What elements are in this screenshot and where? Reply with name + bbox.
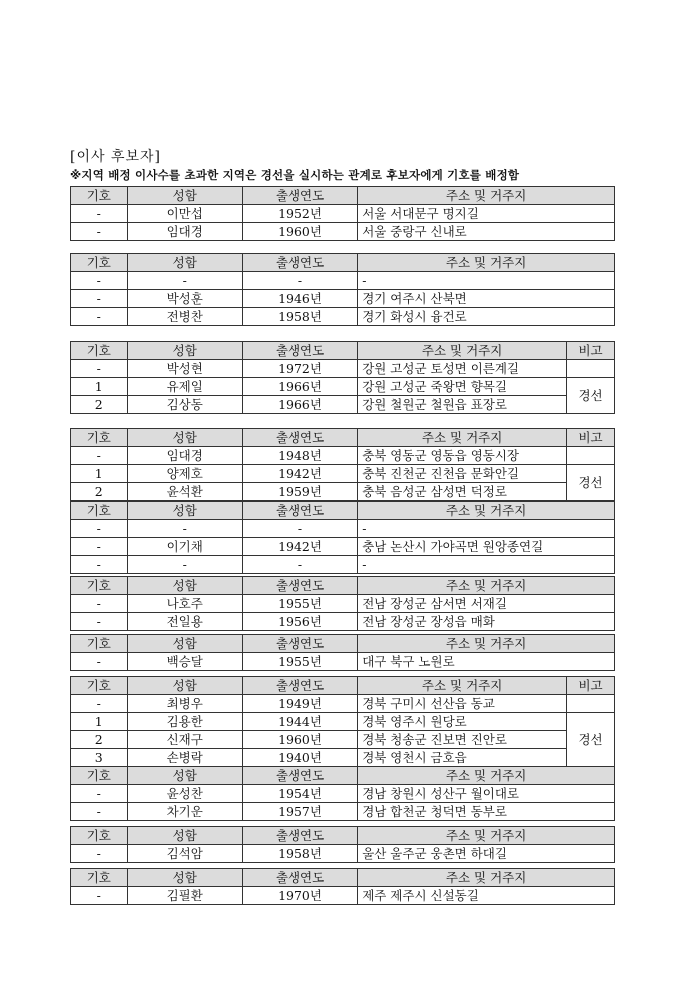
- header-name: 성함: [127, 577, 242, 595]
- header-remark: 비고: [567, 429, 615, 447]
- candidate-birth-year: 1942년: [242, 538, 357, 556]
- candidate-no: -: [71, 290, 128, 308]
- header-row: [71, 635, 615, 653]
- table-row: [71, 556, 615, 574]
- header-no: 기호: [71, 187, 128, 205]
- header-address: 주소 및 거주지: [358, 429, 567, 447]
- candidate-name: 박성현: [127, 360, 242, 378]
- candidate-no: -: [71, 887, 128, 905]
- candidate-no: -: [71, 205, 128, 223]
- candidate-birth-year: 1972년: [242, 360, 357, 378]
- candidate-birth-year: 1958년: [242, 845, 357, 863]
- header-address: 주소 및 거주지: [358, 767, 615, 785]
- candidate-address: 충남 논산시 가야곡면 원앙종연길: [358, 538, 615, 556]
- candidate-name: 임대경: [127, 447, 242, 465]
- table-row: [71, 272, 615, 290]
- candidate-no: 1: [71, 378, 128, 396]
- candidate-name: 손병락: [127, 749, 242, 767]
- candidate-address: 경남 창원시 성산구 월이대로: [358, 785, 615, 803]
- header-year: 출생연도: [242, 767, 357, 785]
- candidate-birth-year: 1970년: [242, 887, 357, 905]
- table-row: [71, 465, 615, 483]
- candidate-address: 경북 청송군 진보면 진안로: [358, 731, 567, 749]
- remark-contest: 경선: [567, 378, 615, 414]
- candidate-address: 경북 영천시 금호읍: [358, 749, 567, 767]
- header-row: [71, 869, 615, 887]
- header-row: [71, 827, 615, 845]
- header-row: [71, 187, 615, 205]
- candidate-name: 김상동: [127, 396, 242, 414]
- candidate-birth-year: 1952년: [242, 205, 357, 223]
- candidate-address: 경기 화성시 융건로: [358, 308, 615, 326]
- table-row: [71, 308, 615, 326]
- candidate-table: [70, 186, 615, 241]
- table-row: [71, 731, 615, 749]
- candidate-table: [70, 341, 615, 414]
- candidate-no: -: [71, 272, 128, 290]
- table-row: [71, 520, 615, 538]
- candidate-address: 강원 철원군 철원읍 표장로: [358, 396, 567, 414]
- candidate-address: 서울 중랑구 신내로: [358, 223, 615, 241]
- candidate-table: [70, 501, 615, 574]
- remark-cell: [567, 360, 615, 378]
- candidate-table: [70, 576, 615, 631]
- candidate-birth-year: 1946년: [242, 290, 357, 308]
- candidate-address: -: [358, 520, 615, 538]
- candidate-no: -: [71, 595, 128, 613]
- remark-contest: 경선: [567, 713, 615, 767]
- candidate-name: 전병찬: [127, 308, 242, 326]
- candidate-name: 신재구: [127, 731, 242, 749]
- candidate-no: -: [71, 803, 128, 821]
- candidate-name: 양제호: [127, 465, 242, 483]
- candidate-address: 제주 제주시 신설동길: [358, 887, 615, 905]
- candidate-name: 김석암: [127, 845, 242, 863]
- header-name: 성함: [127, 187, 242, 205]
- table-row: [71, 360, 615, 378]
- candidate-no: -: [71, 447, 128, 465]
- candidate-no: 3: [71, 749, 128, 767]
- candidate-table: [70, 826, 615, 863]
- table-row: [71, 785, 615, 803]
- header-name: 성함: [127, 677, 242, 695]
- candidate-table: [70, 766, 615, 821]
- candidate-no: 2: [71, 396, 128, 414]
- candidate-birth-year: 1955년: [242, 595, 357, 613]
- header-year: 출생연도: [242, 502, 357, 520]
- table-row: [71, 887, 615, 905]
- header-name: 성함: [127, 827, 242, 845]
- candidate-birth-year: 1957년: [242, 803, 357, 821]
- candidate-name: 임대경: [127, 223, 242, 241]
- header-no: 기호: [71, 827, 128, 845]
- candidate-name: 나호주: [127, 595, 242, 613]
- header-no: 기호: [71, 254, 128, 272]
- header-name: 성함: [127, 635, 242, 653]
- header-no: 기호: [71, 429, 128, 447]
- table-row: [71, 653, 615, 671]
- header-year: 출생연도: [242, 187, 357, 205]
- candidate-birth-year: 1960년: [242, 731, 357, 749]
- table-row: [71, 595, 615, 613]
- candidate-birth-year: 1959년: [242, 483, 357, 501]
- header-year: 출생연도: [242, 635, 357, 653]
- table-row: [71, 290, 615, 308]
- candidate-no: -: [71, 695, 128, 713]
- header-year: 출생연도: [242, 577, 357, 595]
- table-row: [71, 205, 615, 223]
- candidate-name: 이만섭: [127, 205, 242, 223]
- candidate-no: -: [71, 613, 128, 631]
- header-no: 기호: [71, 577, 128, 595]
- candidate-no: -: [71, 845, 128, 863]
- header-year: 출생연도: [242, 254, 357, 272]
- header-address: 주소 및 거주지: [358, 869, 615, 887]
- candidate-address: 경북 영주시 원당로: [358, 713, 567, 731]
- header-address: 주소 및 거주지: [358, 342, 567, 360]
- candidate-birth-year: 1956년: [242, 613, 357, 631]
- header-no: 기호: [71, 677, 128, 695]
- candidate-name: 윤석환: [127, 483, 242, 501]
- candidate-address: 경북 구미시 선산읍 동교: [358, 695, 567, 713]
- candidate-table: [70, 676, 615, 767]
- header-row: [71, 342, 615, 360]
- header-no: 기호: [71, 635, 128, 653]
- candidate-birth-year: 1954년: [242, 785, 357, 803]
- candidate-address: 강원 고성군 죽왕면 향목길: [358, 378, 567, 396]
- candidate-address: 전남 장성군 삼서면 서재길: [358, 595, 615, 613]
- candidate-address: -: [358, 272, 615, 290]
- candidate-table: [70, 253, 615, 326]
- candidate-name: 차기운: [127, 803, 242, 821]
- candidate-name: 김필환: [127, 887, 242, 905]
- header-row: [71, 677, 615, 695]
- header-name: 성함: [127, 429, 242, 447]
- candidate-name: -: [127, 556, 242, 574]
- candidate-no: 2: [71, 731, 128, 749]
- remark-cell: [567, 447, 615, 465]
- candidate-address: 경기 여주시 산북면: [358, 290, 615, 308]
- header-year: 출생연도: [242, 677, 357, 695]
- header-row: [71, 767, 615, 785]
- header-year: 출생연도: [242, 429, 357, 447]
- candidate-name: 전일용: [127, 613, 242, 631]
- candidate-no: -: [71, 556, 128, 574]
- candidate-no: -: [71, 360, 128, 378]
- candidate-name: 이기채: [127, 538, 242, 556]
- candidate-no: 1: [71, 465, 128, 483]
- candidate-no: -: [71, 520, 128, 538]
- header-year: 출생연도: [242, 869, 357, 887]
- candidate-name: 유제일: [127, 378, 242, 396]
- candidate-birth-year: -: [242, 556, 357, 574]
- candidate-name: -: [127, 520, 242, 538]
- candidate-address: 충북 진천군 진천읍 문화안길: [358, 465, 567, 483]
- table-row: [71, 613, 615, 631]
- header-no: 기호: [71, 502, 128, 520]
- table-row: [71, 803, 615, 821]
- table-row: [71, 695, 615, 713]
- header-name: 성함: [127, 502, 242, 520]
- header-no: 기호: [71, 767, 128, 785]
- candidate-address: 강원 고성군 토성면 이른계길: [358, 360, 567, 378]
- table-row: [71, 378, 615, 396]
- header-address: 주소 및 거주지: [358, 187, 615, 205]
- header-name: 성함: [127, 254, 242, 272]
- candidate-table: [70, 634, 615, 671]
- candidate-address: 대구 북구 노원로: [358, 653, 615, 671]
- candidate-address: 울산 울주군 웅촌면 하대길: [358, 845, 615, 863]
- header-year: 출생연도: [242, 342, 357, 360]
- candidate-table: [70, 868, 615, 905]
- remark-contest: 경선: [567, 465, 615, 501]
- header-name: 성함: [127, 767, 242, 785]
- candidate-birth-year: 1944년: [242, 713, 357, 731]
- candidate-no: -: [71, 223, 128, 241]
- table-row: [71, 223, 615, 241]
- candidate-birth-year: 1955년: [242, 653, 357, 671]
- section-title: [이사 후보자]: [70, 149, 161, 165]
- candidate-no: -: [71, 785, 128, 803]
- header-row: [71, 429, 615, 447]
- header-no: 기호: [71, 869, 128, 887]
- candidate-name: -: [127, 272, 242, 290]
- table-row: [71, 447, 615, 465]
- header-remark: 비고: [567, 677, 615, 695]
- candidate-name: 백승달: [127, 653, 242, 671]
- header-row: [71, 577, 615, 595]
- header-name: 성함: [127, 869, 242, 887]
- notice-text: ※지역 배정 이사수를 초과한 지역은 경선을 실시하는 관계로 후보자에게 기호를 배정함: [70, 168, 520, 182]
- remark-cell: [567, 695, 615, 713]
- candidate-name: 김용한: [127, 713, 242, 731]
- candidate-address: 충북 영동군 영동읍 영동시장: [358, 447, 567, 465]
- candidate-name: 윤성찬: [127, 785, 242, 803]
- candidate-address: -: [358, 556, 615, 574]
- table-row: [71, 749, 615, 767]
- candidate-no: -: [71, 653, 128, 671]
- header-no: 기호: [71, 342, 128, 360]
- candidate-birth-year: 1958년: [242, 308, 357, 326]
- table-row: [71, 713, 615, 731]
- candidate-no: 2: [71, 483, 128, 501]
- candidate-name: 박성훈: [127, 290, 242, 308]
- header-address: 주소 및 거주지: [358, 577, 615, 595]
- candidate-birth-year: 1942년: [242, 465, 357, 483]
- header-address: 주소 및 거주지: [358, 502, 615, 520]
- candidate-birth-year: -: [242, 272, 357, 290]
- candidate-birth-year: -: [242, 520, 357, 538]
- candidate-address: 전남 장성군 장성읍 매화: [358, 613, 615, 631]
- candidate-birth-year: 1966년: [242, 396, 357, 414]
- table-row: [71, 538, 615, 556]
- header-row: [71, 254, 615, 272]
- candidate-no: -: [71, 538, 128, 556]
- candidate-birth-year: 1966년: [242, 378, 357, 396]
- candidate-birth-year: 1948년: [242, 447, 357, 465]
- candidate-table: [70, 428, 615, 501]
- candidate-no: -: [71, 308, 128, 326]
- table-row: [71, 845, 615, 863]
- candidate-birth-year: 1949년: [242, 695, 357, 713]
- header-address: 주소 및 거주지: [358, 827, 615, 845]
- header-row: [71, 502, 615, 520]
- header-year: 출생연도: [242, 827, 357, 845]
- candidate-address: 경남 합천군 청덕면 동부로: [358, 803, 615, 821]
- header-address: 주소 및 거주지: [358, 677, 567, 695]
- candidate-no: 1: [71, 713, 128, 731]
- header-name: 성함: [127, 342, 242, 360]
- header-address: 주소 및 거주지: [358, 254, 615, 272]
- candidate-address: 충북 음성군 삼성면 덕정로: [358, 483, 567, 501]
- candidate-birth-year: 1940년: [242, 749, 357, 767]
- header-address: 주소 및 거주지: [358, 635, 615, 653]
- candidate-address: 서울 서대문구 명지길: [358, 205, 615, 223]
- table-row: [71, 396, 615, 414]
- table-row: [71, 483, 615, 501]
- candidate-name: 최병우: [127, 695, 242, 713]
- header-remark: 비고: [567, 342, 615, 360]
- candidate-birth-year: 1960년: [242, 223, 357, 241]
